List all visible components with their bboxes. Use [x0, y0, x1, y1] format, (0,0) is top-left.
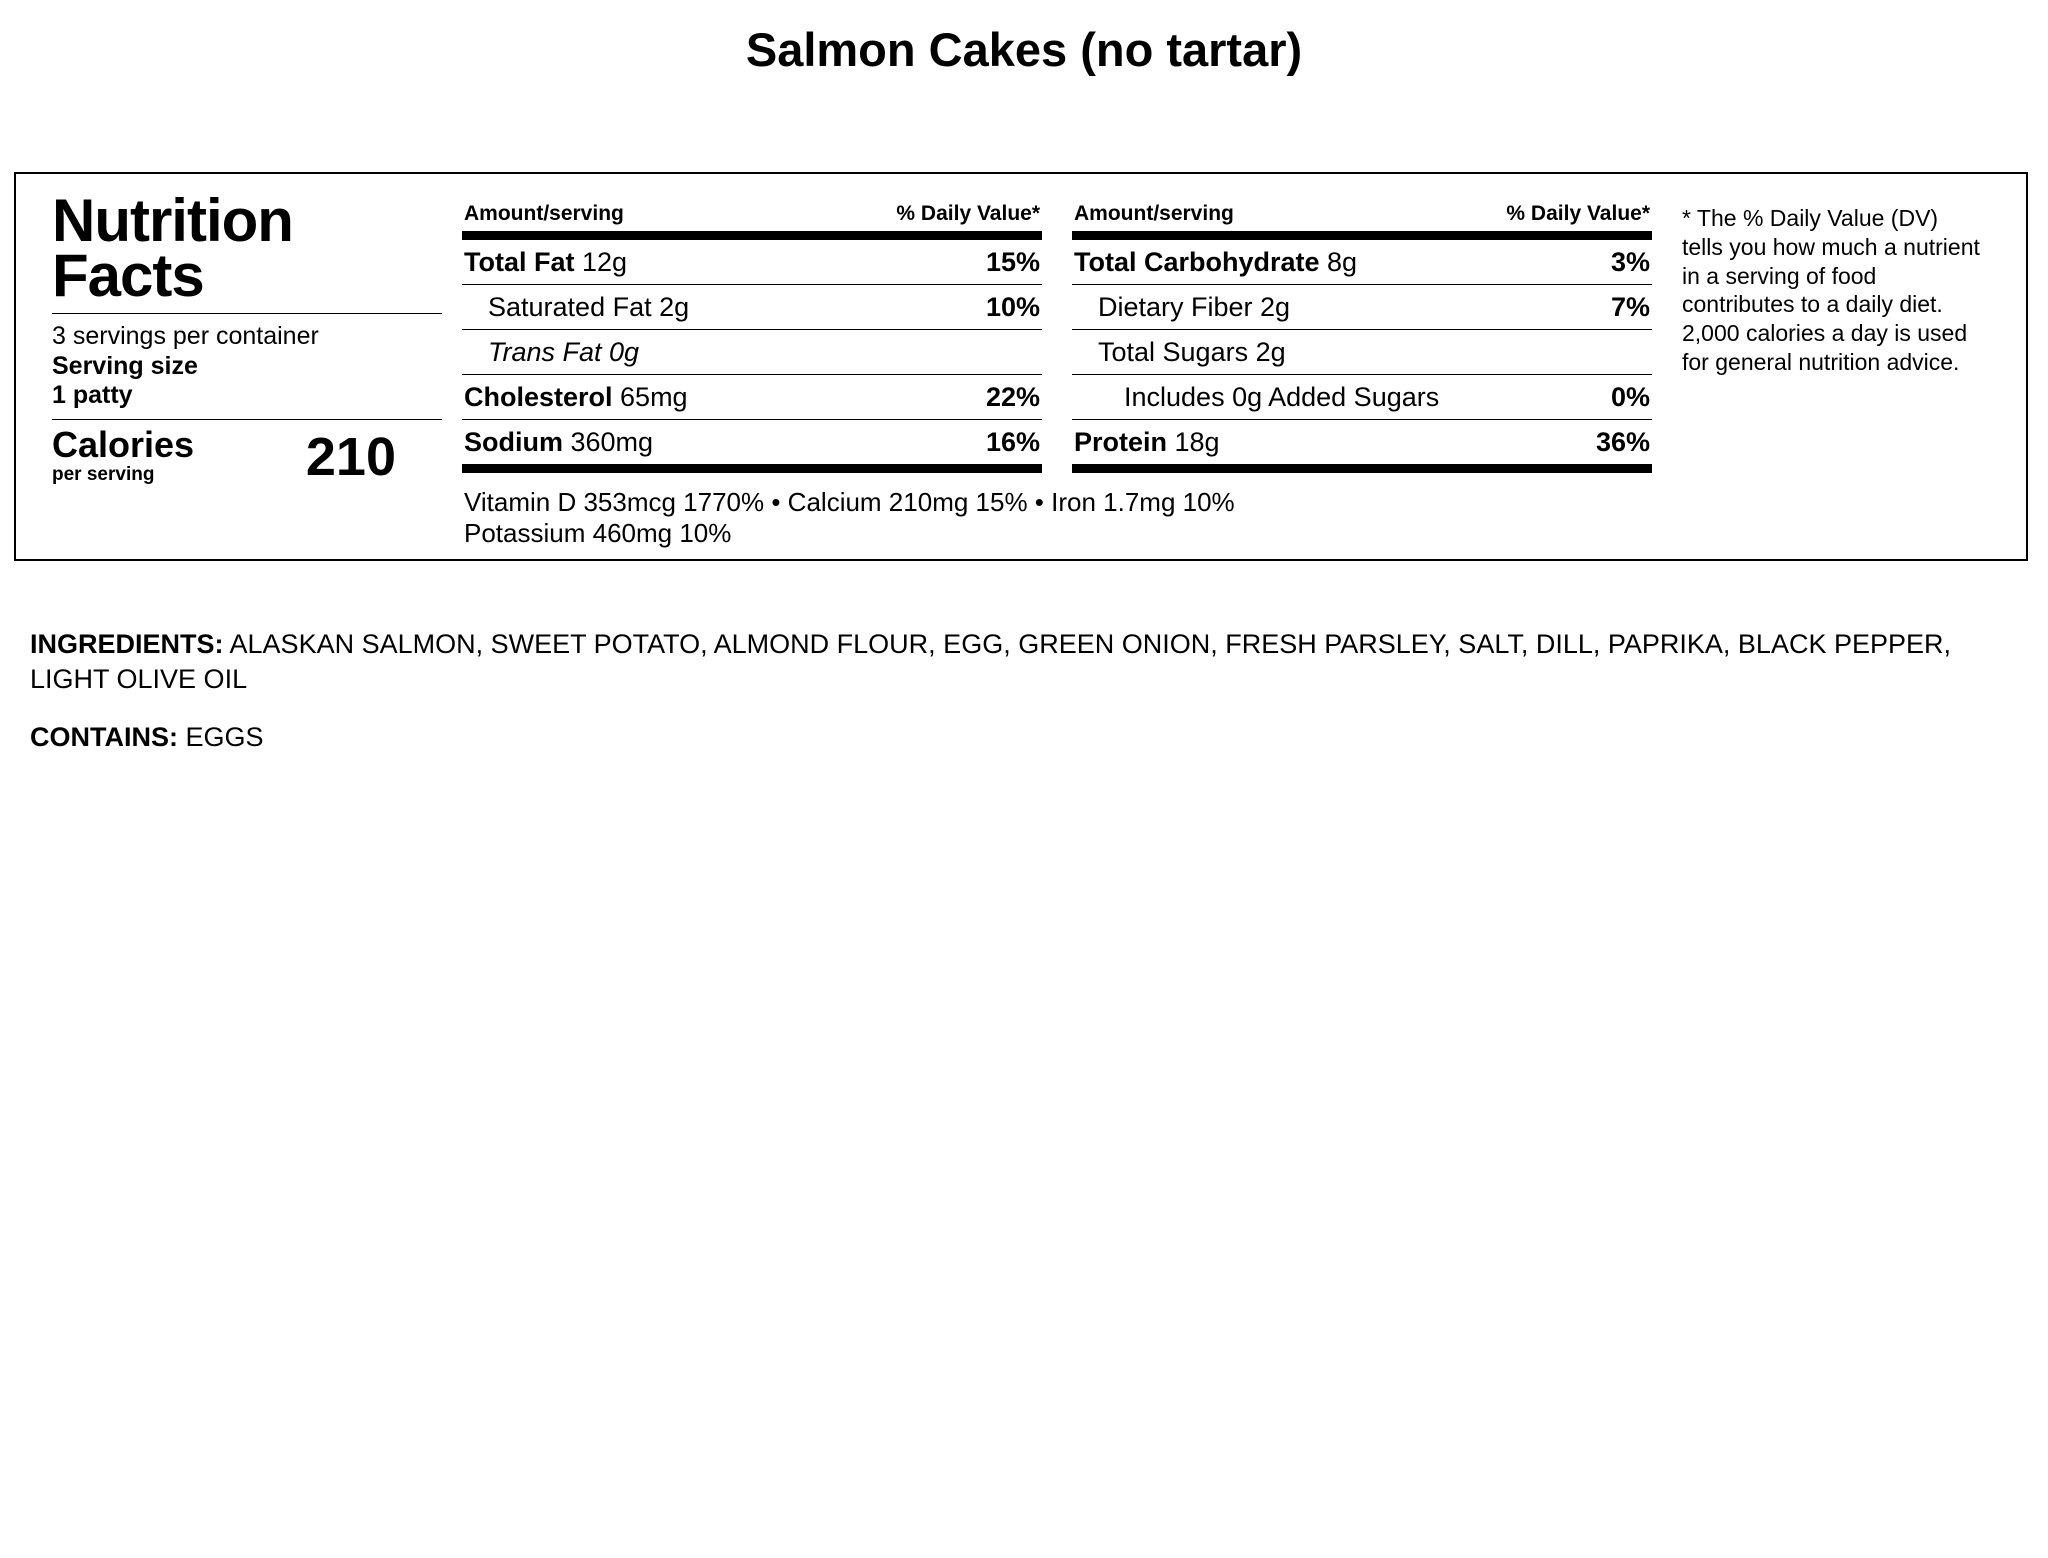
- nutrient-column-2: [1052, 188, 1662, 549]
- nutrient-dv: 36%: [1595, 427, 1650, 457]
- ingredients-section: [30, 627, 1990, 755]
- nutrient-row: [1072, 240, 1652, 285]
- nutrient-row: [1072, 285, 1652, 330]
- daily-value-footnote: * The % Daily Value (DV) tells you how much a nutrient in a serving of food contributes to a daily diet. 2,000 calories a day is used for general nutrition advice.: [1682, 205, 1980, 375]
- nutrient-name-bold: Sodium: [464, 427, 563, 457]
- divider-under-heading: [52, 313, 442, 314]
- nutrient-name: [464, 427, 653, 458]
- nutrient-name-rest: 8g: [1319, 247, 1358, 277]
- nutrient-dv: 7%: [1610, 292, 1650, 322]
- calories-row: [52, 423, 422, 488]
- nutrient-name: Trans Fat 0g: [488, 337, 640, 367]
- nutrient-name-rest: 12g: [574, 247, 628, 277]
- contains-text: EGGS: [178, 722, 264, 753]
- ingredients-text: ALASKAN SALMON, SWEET POTATO, ALMOND FLOUR, EGG, GREEN ONION, FRESH PARSLEY, SALT, DILL, PAPRIKA, BLACK PEPPER, LIGHT OLIVE OIL: [30, 629, 1952, 694]
- daily-value-header: % Daily Value*: [896, 202, 1040, 225]
- nutrient-column-2-headers: [1072, 188, 1652, 231]
- nutrient-name-bold: Cholesterol: [464, 382, 613, 412]
- nutrient-name: [1074, 247, 1357, 278]
- nutrition-facts-heading: [52, 187, 442, 310]
- nutrient-name: [464, 382, 688, 413]
- micronutrients-line-2: Potassium 460mg 10%: [464, 518, 732, 549]
- nutrient-name: [1074, 427, 1220, 458]
- nutrient-name-bold: Total Carbohydrate: [1074, 247, 1320, 277]
- nutrition-facts-panel: [14, 172, 2028, 561]
- page-title: Salmon Cakes (no tartar): [745, 23, 1303, 76]
- nutrient-dv: 3%: [1610, 247, 1650, 277]
- nutrient-name: Total Sugars 2g: [1098, 337, 1286, 367]
- nutrient-row: [462, 420, 1042, 464]
- nutrition-summary-column: [32, 188, 452, 549]
- ingredients-label: INGREDIENTS:: [30, 629, 224, 659]
- calories-label: Calories: [52, 423, 195, 465]
- serving-size-label: Serving size: [52, 351, 198, 380]
- amount-per-serving-header: Amount/serving: [464, 202, 624, 225]
- nutrient-dv: 15%: [985, 247, 1040, 277]
- nutrient-name: Dietary Fiber 2g: [1098, 292, 1291, 322]
- nutrient-row: [1072, 375, 1652, 420]
- nutrition-facts-heading-line2: Facts: [52, 242, 204, 310]
- nutrient-row: [462, 330, 1042, 375]
- daily-value-header: % Daily Value*: [1506, 202, 1650, 225]
- nutrient-name: Saturated Fat 2g: [488, 292, 690, 322]
- calories-sublabel: per serving: [52, 463, 155, 485]
- nutrition-facts-heading-line1: Nutrition: [52, 187, 293, 254]
- contains-line: [30, 720, 1990, 755]
- nutrient-dv: 22%: [985, 382, 1040, 412]
- calories-label-group: [52, 423, 195, 487]
- nutrient-dv: 0%: [1610, 382, 1650, 412]
- nutrient-name: [464, 247, 627, 278]
- nutrient-name-rest: 18g: [1167, 427, 1220, 457]
- micronutrients: [462, 473, 1235, 549]
- nutrient-name-bold: Total Fat: [464, 247, 575, 277]
- thick-rule-bottom-2: [1072, 464, 1652, 473]
- divider-above-calories: [52, 419, 442, 420]
- thick-rule-top-2: [1072, 231, 1652, 240]
- nutrient-dv: 16%: [985, 427, 1040, 457]
- nutrient-name-rest: 360mg: [563, 427, 654, 457]
- nutrient-column-1-headers: [462, 188, 1042, 231]
- thick-rule-bottom-1: [462, 464, 1042, 473]
- nutrient-name-bold: Protein: [1074, 427, 1168, 457]
- nutrient-row: [462, 285, 1042, 330]
- servings-per-container: 3 servings per container: [52, 322, 319, 351]
- micronutrients-line-1: Vitamin D 353mcg 1770% • Calcium 210mg 15% • Iron 1.7mg 10%: [464, 487, 1235, 517]
- nutrient-name-rest: 65mg: [612, 382, 688, 412]
- nutrient-dv: 10%: [985, 292, 1040, 322]
- nutrient-name: Includes 0g Added Sugars: [1124, 382, 1440, 412]
- serving-size-value: 1 patty: [52, 381, 133, 410]
- thick-rule-top-1: [462, 231, 1042, 240]
- nutrition-label-page: [0, 22, 2048, 1558]
- calories-value: 210: [305, 427, 396, 488]
- ingredients-line: [30, 627, 1990, 696]
- daily-value-footnote-column: [1662, 188, 2010, 549]
- nutrient-row: [1072, 330, 1652, 375]
- contains-label: CONTAINS:: [30, 722, 178, 753]
- nutrient-row: [462, 375, 1042, 420]
- amount-per-serving-header: Amount/serving: [1074, 202, 1234, 225]
- nutrient-row: [462, 240, 1042, 285]
- nutrient-row: [1072, 420, 1652, 464]
